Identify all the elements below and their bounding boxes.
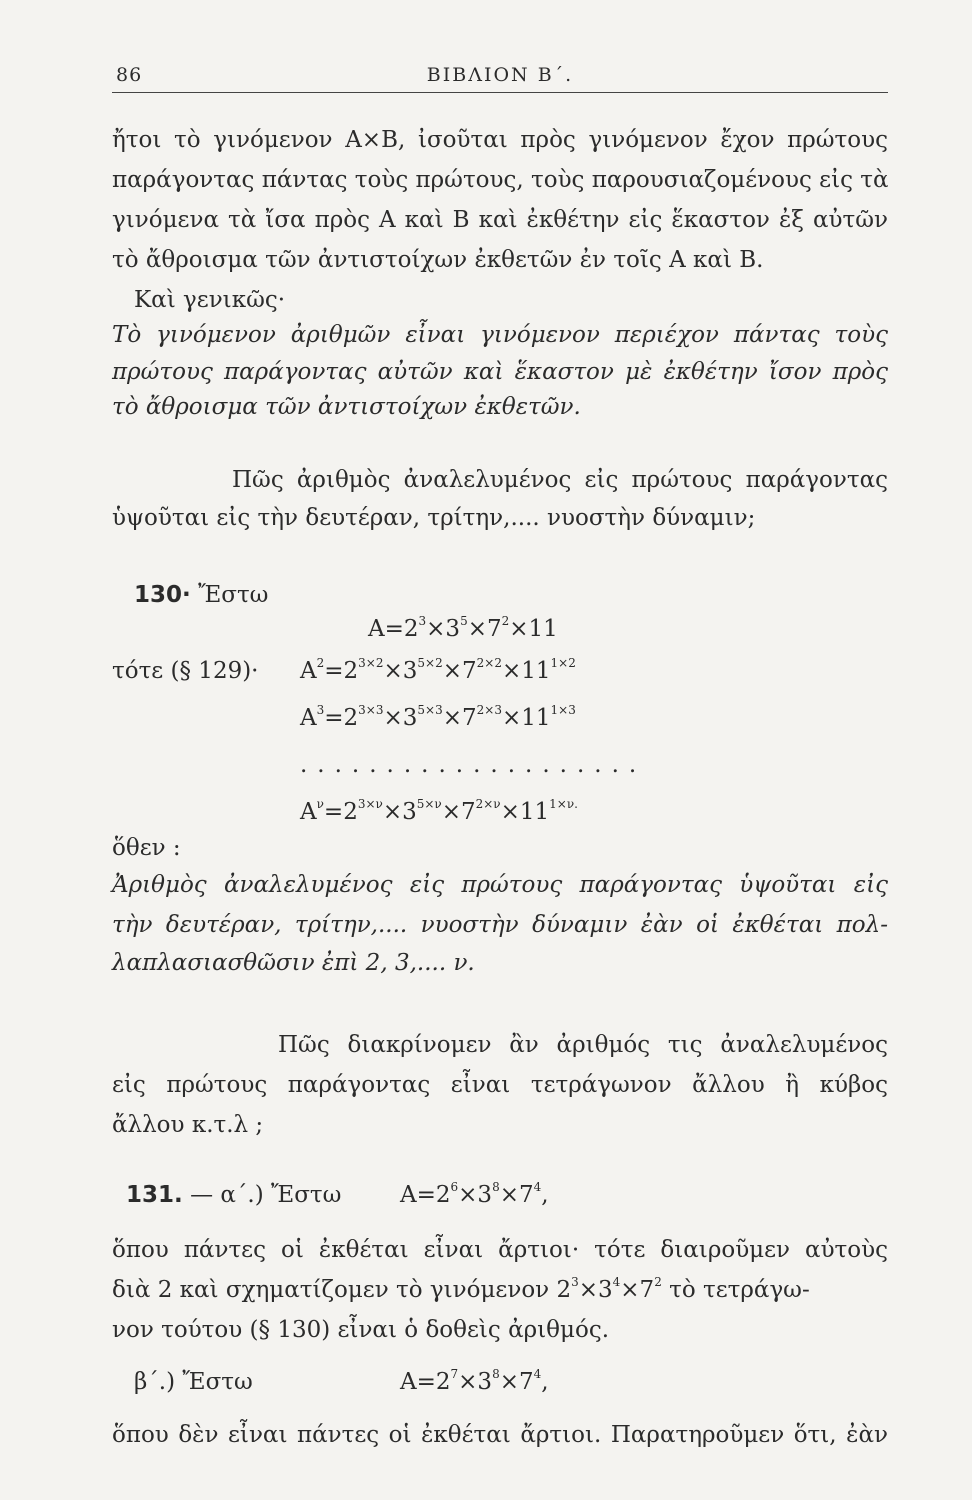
rule-line: Τὸ γινόμενον ἀριθμῶν εἶναι γινόμενον περιέχον πάντας τοὺς (112, 322, 888, 348)
paragraph-line: γινόμενα τὰ ἴσα πρὸς A καὶ B καὶ ἐκθέτην εἰς ἕκαστον ἐξ αὐτῶν (112, 207, 888, 233)
running-header (112, 62, 888, 93)
rule-line: λαπλασιασθῶσιν ἐπὶ 2, 3,.... ν. (112, 950, 475, 976)
esto-label: Ἔστω (198, 582, 269, 608)
equation-131a: $A=2^6\times 3^8\times 7^4$, (400, 1180, 549, 1208)
generally-label: Καὶ γενικῶς· (134, 287, 286, 313)
equation-cube: $A^3=2^{3\times 3}\times 3^{5\times 3}\times 7^{2\times 3}\times 11^{1\times 3}$ (300, 703, 576, 731)
part-b-label: β΄.) Ἔστω (134, 1369, 253, 1395)
ellipsis-row: .................... (300, 752, 647, 778)
equation-131b: $A=2^7\times 3^8\times 7^4$, (400, 1367, 549, 1395)
section-131-heading (126, 1180, 341, 1210)
hence-label: ὅθεν : (112, 835, 181, 861)
section-number: 131. (126, 1182, 183, 1208)
part-a-label: — α΄.) Ἔστω (190, 1182, 342, 1208)
question-line: εἰς πρώτους παράγοντας εἶναι τετράγωνον ἄλλου ἢ κύβος (112, 1072, 888, 1098)
book-title: ΒΙΒΛΙΟΝ Β΄. (426, 64, 574, 86)
rule-line: τὸ ἄθροισμα τῶν ἀντιστοίχων ἐκθετῶν. (112, 394, 581, 420)
rule-line: Ἀριθμὸς ἀναλελυμένος εἰς πρώτους παράγοντας ὑψοῦται εἰς (112, 872, 888, 898)
question-line: ὑψοῦται εἰς τὴν δευτέραν, τρίτην,.... νυοστὴν δύναμιν; (112, 505, 756, 531)
paragraph-line: παράγοντας πάντας τοὺς πρώτους, τοὺς παρουσιαζομένους εἰς τὰ (112, 167, 889, 193)
then-label: τότε (§ 129)· (112, 658, 259, 684)
paragraph-line: διὰ 2 καὶ σχηματίζομεν τὸ γινόμενον $2^3\times 3^4\times 7^2$ τὸ τετράγω- (112, 1275, 810, 1303)
rule-line: πρώτους παράγοντας αὐτῶν καὶ ἕκαστον μὲ ἐκθέτην ἴσον πρὸς (112, 359, 888, 385)
section-number: 130· (134, 582, 191, 608)
paragraph-line: ὅπου δὲν εἶναι πάντες οἱ ἐκθέται ἄρτιοι. Παρατηροῦμεν ὅτι, ἐὰν (112, 1422, 888, 1448)
equation-a: $A=2^3\times 3^5\times 7^2\times 11$ (368, 614, 558, 642)
page-number: 86 (116, 64, 143, 86)
paragraph-line: τὸ ἄθροισμα τῶν ἀντιστοίχων ἐκθετῶν ἐν τοῖς A καὶ B. (112, 247, 764, 273)
equation-square: $A^2=2^{3\times 2}\times 3^{5\times 2}\times 7^{2\times 2}\times 11^{1\times 2}$ (300, 656, 576, 684)
question-line: ἄλλου κ.τ.λ ; (112, 1112, 264, 1138)
rule-line: τὴν δευτέραν, τρίτην,.... νυοστὴν δύναμιν ἐὰν οἱ ἐκθέται πολ- (112, 912, 888, 938)
paragraph-line: ὅπου πάντες οἱ ἐκθέται εἶναι ἄρτιοι· τότε διαιροῦμεν αὐτοὺς (112, 1237, 888, 1263)
paragraph-line: νον τούτου (§ 130) εἶναι ὁ δοθεὶς ἀριθμός. (112, 1317, 610, 1343)
question-line: Πῶς ἀριθμὸς ἀναλελυμένος εἰς πρώτους παράγοντας (232, 467, 888, 493)
paragraph-line: ἤτοι τὸ γινόμενον A×B, ἰσοῦται πρὸς γινόμενον ἔχον πρώτους (112, 127, 888, 153)
section-130-heading (134, 580, 268, 610)
question-line: Πῶς διακρίνομεν ἂν ἀριθμός τις ἀναλελυμένος (278, 1032, 888, 1058)
equation-nth-power: $A^\nu=2^{3\times\nu}\times 3^{5\times\nu}\times 7^{2\times\nu}\times 11^{1\times\nu.}$ (300, 797, 578, 825)
